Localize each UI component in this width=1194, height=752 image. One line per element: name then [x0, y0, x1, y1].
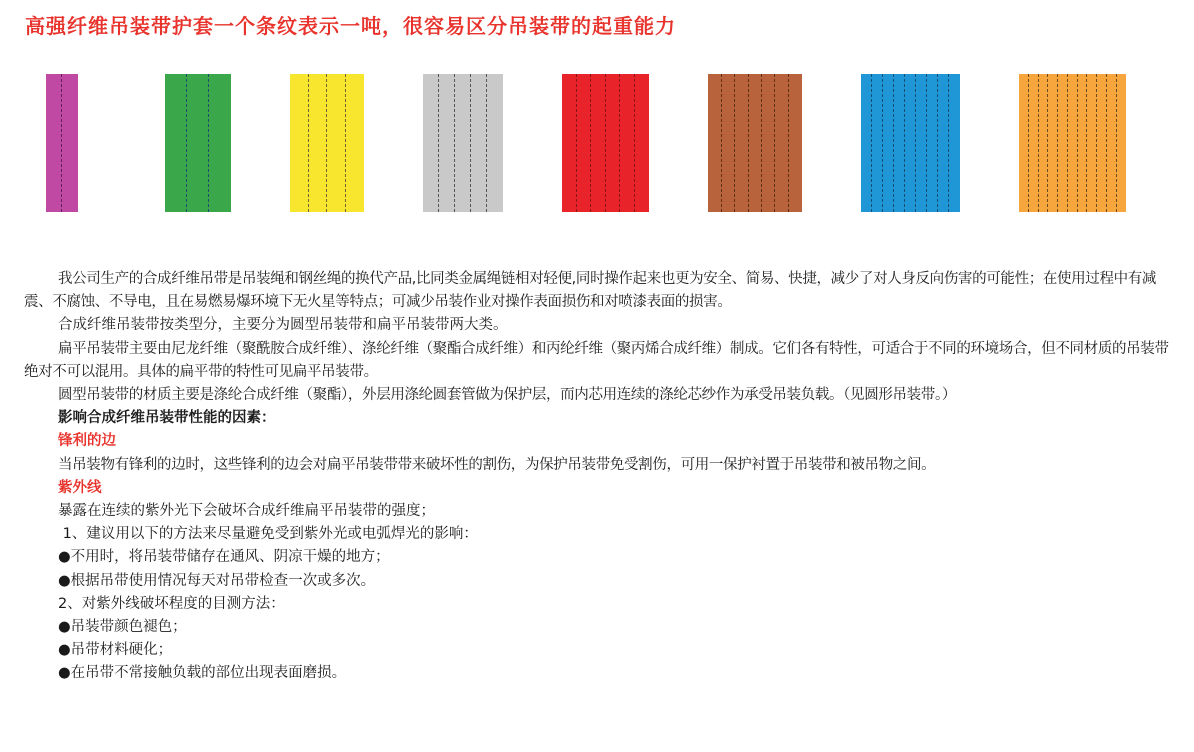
types-paragraph: 合成纤维吊装带按类型分，主要分为圆型吊装带和扁平吊装带两大类。	[58, 317, 508, 334]
stripe-line	[926, 74, 927, 212]
stripe-line	[308, 74, 309, 212]
stripe-line	[904, 74, 905, 212]
stripe-line	[1028, 74, 1029, 212]
stripe-line	[1047, 74, 1048, 212]
swatch-1-ton	[46, 74, 78, 212]
flat-sling-paragraph: 扁平吊装带主要由尼龙纤维（聚酰胺合成纤维）、涤纶纤维（聚酯合成纤维）和丙纶纤维（聚丙烯合成纤维）制成。它们各有特性，可适合于不同的环境场合，但不同材质的吊装带绝对不可以混用。具体的扁平带的特性可见扁平吊装带。	[24, 340, 1169, 380]
stripe-line	[761, 74, 762, 212]
stripe-line	[1077, 74, 1078, 212]
stripe-line	[590, 74, 591, 212]
stripe-line	[915, 74, 916, 212]
stripe-line	[893, 74, 894, 212]
stripe-line	[470, 74, 471, 212]
stripe-line	[748, 74, 749, 212]
uv-bullet: ●根据吊带使用情况每天对吊带检查一次或多次。	[58, 572, 376, 589]
stripe-line	[774, 74, 775, 212]
uv-text: 暴露在连续的紫外光下会破坏合成纤维扁平吊装带的强度；	[58, 503, 435, 520]
sharp-edge-heading: 锋利的边	[58, 433, 116, 450]
stripe-line	[1106, 74, 1107, 212]
stripe-line	[1057, 74, 1058, 212]
stripe-line	[937, 74, 938, 212]
uv-bullet: ●不用时，将吊装带储存在通风、阴凉干燥的地方；	[58, 549, 390, 566]
stripe-line	[882, 74, 883, 212]
uv-bullet: ●吊装带颜色褪色；	[58, 619, 187, 636]
stripe-line	[454, 74, 455, 212]
swatch-3-ton	[290, 74, 364, 212]
stripe-line	[1038, 74, 1039, 212]
stripe-line	[186, 74, 187, 212]
stripe-line	[61, 74, 62, 212]
swatch-2-ton	[165, 74, 231, 212]
stripe-line	[1067, 74, 1068, 212]
swatch-8-ton	[861, 74, 960, 212]
page-title: 高强纤维吊装带护套一个条纹表示一吨，很容易区分吊装带的起重能力	[25, 14, 676, 38]
sharp-edge-text: 当吊装物有锋利的边时，这些锋利的边会对扁平吊装带带来破坏性的割伤，为保护吊装带免受割伤，可用一保护衬置于吊装带和被吊物之间。	[58, 456, 936, 473]
stripe-line	[1086, 74, 1087, 212]
stripe-line	[634, 74, 635, 212]
swatch-6-ton	[708, 74, 802, 212]
stripe-line	[871, 74, 872, 212]
swatch-10-ton	[1019, 74, 1126, 212]
stripe-line	[576, 74, 577, 212]
uv-list-item-1: 1、建议用以下的方法来尽量避免受到紫外光或电弧焊光的影响：	[58, 526, 478, 543]
stripe-line	[486, 74, 487, 212]
round-sling-paragraph: 圆型吊装带的材质主要是涤纶合成纤维（聚酯），外层用涤纶圆套管做为保护层，而内芯用连续的涤纶芯纱作为承受吊装负载。（见圆形吊装带。）	[58, 387, 956, 404]
stripe-line	[345, 74, 346, 212]
factors-heading: 影响合成纤维吊装带性能的因素：	[58, 410, 276, 427]
uv-list-item-2: 2、对紫外线破坏程度的目测方法：	[58, 595, 285, 612]
stripe-line	[734, 74, 735, 212]
swatch-4-ton	[423, 74, 503, 212]
color-swatch-row	[0, 74, 1194, 212]
stripe-line	[788, 74, 789, 212]
stripe-line	[1116, 74, 1117, 212]
stripe-line	[438, 74, 439, 212]
uv-bullet: ●吊带材料硬化；	[58, 642, 173, 659]
stripe-line	[948, 74, 949, 212]
stripe-line	[326, 74, 327, 212]
stripe-line	[619, 74, 620, 212]
intro-paragraph: 我公司生产的合成纤维吊带是吊装绳和钢丝绳的换代产品,比同类金属绳链相对轻便,同时操作起来也更为安全、简易、快捷，减少了对人身反向伤害的可能性；在使用过程中有减震、不腐蚀、不导电，且在易燃易爆环境下无火星等特点；可减少吊装作业对操作表面损伤和对喷漆表面的损害。	[24, 271, 1157, 311]
swatch-5-ton	[562, 74, 649, 212]
stripe-line	[721, 74, 722, 212]
uv-heading: 紫外线	[58, 479, 102, 496]
stripe-line	[1096, 74, 1097, 212]
article-body	[24, 268, 1170, 686]
stripe-line	[605, 74, 606, 212]
stripe-line	[208, 74, 209, 212]
uv-bullet: ●在吊带不常接触负载的部位出现表面磨损。	[58, 665, 347, 682]
